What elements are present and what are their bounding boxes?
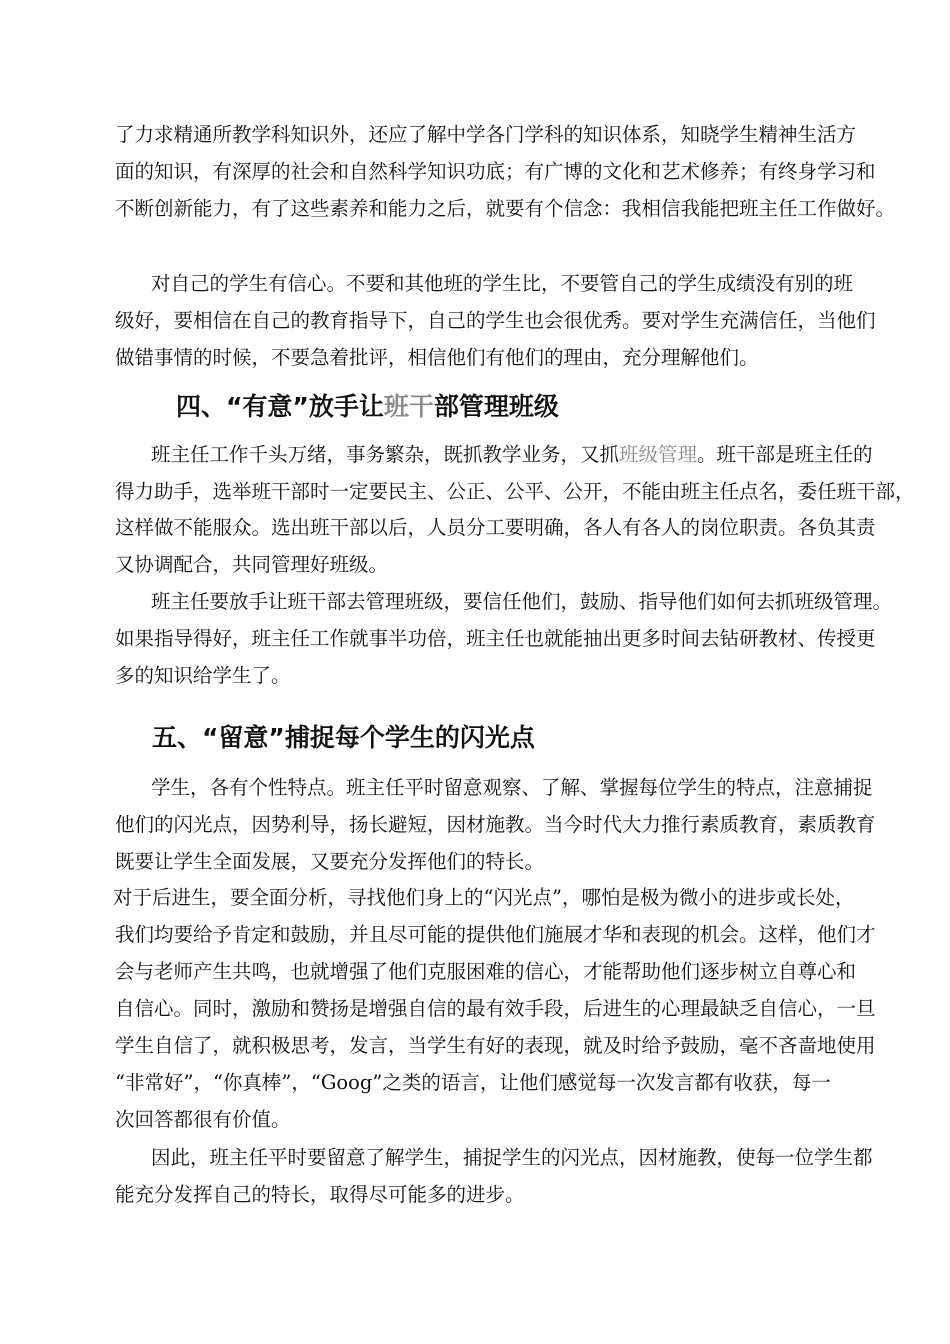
text-line: 对于后进生，要全面分析，寻找他们身上的“闪光点”，哪怕是极为微小的进步或长处， (113, 886, 855, 909)
text-line: 这样做不能服众。选出班干部以后，人员分工要明确，各人有各人的岗位职责。各负其责 (115, 516, 876, 539)
section-heading-five: 五、“留意”捕捉每个学生的闪光点 (152, 723, 535, 752)
text-line: 次回答都很有价值。 (115, 1108, 291, 1131)
text-line: 自信心。同时，激励和赞扬是增强自信的最有效手段，后进生的心理最缺乏自信心，一旦 (115, 997, 876, 1020)
section-heading-four (176, 390, 559, 424)
text-line: 面的知识，有深厚的社会和自然科学知识功底；有广博的文化和艺术修养；有终身学习和 (115, 160, 876, 183)
text-line: 因此，班主任平时要留意了解学生，捕捉学生的闪光点，因材施教，使每一位学生都 (151, 1146, 873, 1169)
text-line: 级好，要相信在自己的教育指导下，自己的学生也会很优秀。要对学生充满信任，当他们 (115, 309, 876, 332)
text-span: 班主任工作千头万绪，事务繁杂，既抓教学业务，又抓 (151, 443, 620, 466)
heading-text: 部管理班级 (433, 392, 559, 421)
text-line: “非常好”，“你真棒”，“Goog”之类的语言，让他们感觉每一次发言都有收获，每一 (115, 1071, 831, 1094)
text-line: 对自己的学生有信心。不要和其他班的学生比，不要管自己的学生成绩没有别的班 (151, 272, 854, 295)
heading-text: 四、“有意”放手让 (176, 392, 384, 421)
heading-link-class-cadre[interactable]: 班干 (383, 392, 434, 421)
text-line: 又协调配合，共同管理好班级。 (115, 553, 389, 576)
text-line: 学生自信了，就积极思考，发言，当学生有好的表现，就及时给予鼓励，毫不吝啬地使用 (115, 1034, 876, 1057)
text-line: 我们均要给予肯定和鼓励，并且尽可能的提供他们施展才华和表现的机会。这样，他们才 (115, 923, 876, 946)
text-line: 学生，各有个性特点。班主任平时留意观察、了解、掌握每位学生的特点，注意捕捉 (151, 776, 873, 799)
text-line: 能充分发挥自己的特长，取得尽可能多的进步。 (115, 1183, 525, 1206)
text-line: 了力求精通所教学科知识外，还应了解中学各门学科的知识体系，知晓学生精神生活方 (115, 123, 857, 146)
text-line: 不断创新能力，有了这些素养和能力之后，就要有个信念：我相信我能把班主任工作做好。 (115, 197, 896, 220)
text-line: 做错事情的时候，不要急着批评，相信他们有他们的理由，充分理解他们。 (115, 346, 759, 369)
text-line: 如果指导得好，班主任工作就事半功倍，班主任也就能抽出更多时间去钻研教材、传授更 (115, 627, 876, 650)
text-span: 。班干部是班主任的 (697, 443, 873, 466)
text-line: 会与老师产生共鸣，也就增强了他们克服困难的信心，才能帮助他们逐步树立自尊心和 (115, 960, 857, 983)
text-line (151, 441, 873, 469)
text-line: 班主任要放手让班干部去管理班级，要信任他们，鼓励、指导他们如何去抓班级管理。 (151, 590, 893, 613)
text-line: 他们的闪光点，因势利导，扬长避短，因材施教。当今时代大力推行素质教育，素质教育 (115, 813, 876, 836)
text-line: 既要让学生全面发展，又要充分发挥他们的特长。 (115, 850, 545, 873)
text-line: 得力助手，选举班干部时一定要民主、公正、公平、公开，不能由班主任点名，委任班干部， (115, 480, 915, 503)
link-class-management[interactable]: 班级管理 (619, 443, 698, 466)
text-line: 多的知识给学生了。 (115, 664, 291, 687)
